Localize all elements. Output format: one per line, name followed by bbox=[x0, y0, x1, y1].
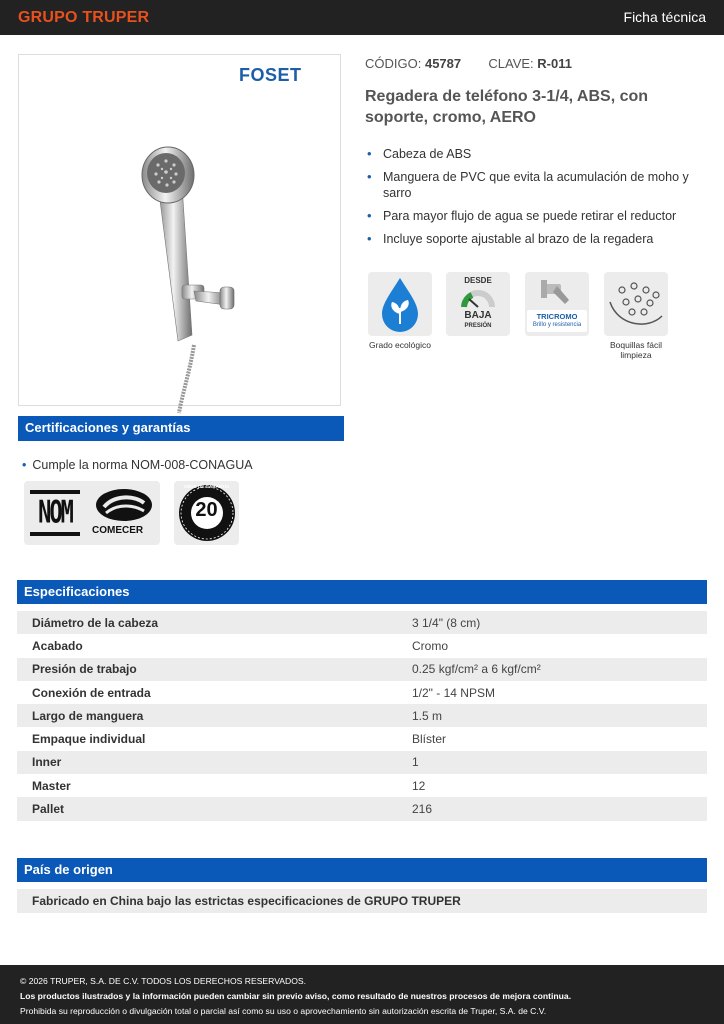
comecer-emblem-icon bbox=[94, 487, 154, 523]
pressure-top-text: DESDE bbox=[464, 276, 492, 285]
spec-label: Pallet bbox=[32, 802, 65, 817]
spec-label: Conexión de entrada bbox=[32, 685, 151, 700]
product-codes bbox=[365, 56, 572, 71]
codigo-label: CÓDIGO: bbox=[365, 56, 422, 71]
pressure-badge bbox=[446, 272, 510, 336]
feature-item: • Manguera de PVC que evita la acumulación de moho y sarro bbox=[365, 169, 710, 201]
product-image-frame bbox=[18, 54, 341, 406]
tricromo-title: TRICROMO bbox=[536, 312, 578, 321]
warranty-text: AÑOS DE GARANTÍA bbox=[183, 484, 230, 489]
table-row bbox=[17, 681, 707, 704]
spec-label: Presión de trabajo bbox=[32, 662, 137, 677]
table-row bbox=[17, 774, 707, 797]
spec-value: 12 bbox=[412, 778, 426, 793]
footer bbox=[0, 965, 724, 1024]
top-bar bbox=[0, 0, 724, 35]
specs-header: Especificaciones bbox=[17, 580, 707, 604]
clave-label: CLAVE: bbox=[488, 56, 534, 71]
table-row bbox=[17, 727, 707, 750]
eco-badge bbox=[368, 272, 432, 336]
spec-label: Inner bbox=[32, 755, 62, 770]
spec-label: Master bbox=[32, 778, 71, 793]
shower-head-image bbox=[134, 145, 244, 415]
table-row bbox=[17, 658, 707, 681]
water-drop-icon bbox=[368, 272, 432, 336]
gauge-icon bbox=[460, 287, 496, 309]
feature-item: • Para mayor flujo de agua se puede retirar el reductor bbox=[365, 208, 710, 224]
spec-value: 1.5 m bbox=[412, 708, 443, 723]
feature-list bbox=[365, 146, 710, 254]
spec-value: 0.25 kgf/cm² a 6 kgf/cm² bbox=[412, 662, 541, 677]
pressure-bottom-text: PRESIÓN bbox=[464, 323, 492, 329]
foset-logo: FOSET bbox=[239, 65, 302, 85]
origin-header: País de origen bbox=[17, 858, 707, 882]
nozzles-icon bbox=[604, 272, 668, 336]
tricromo-badge bbox=[525, 272, 589, 336]
brand-logo: GRUPO TRUPER bbox=[18, 9, 150, 26]
origin-text: Fabricado en China bajo las estrictas especificaciones de GRUPO TRUPER bbox=[17, 889, 707, 913]
spec-value: 1/2" - 14 NPSM bbox=[412, 685, 495, 700]
footer-copyright: © 2026 TRUPER, S.A. DE C.V. TODOS LOS DERECHOS RESERVADOS. bbox=[20, 976, 307, 986]
nozzles-caption: Boquillas fácil limpieza bbox=[610, 340, 662, 360]
cert-logos bbox=[24, 481, 160, 545]
table-row bbox=[17, 634, 707, 657]
document-type: Ficha técnica bbox=[623, 9, 706, 25]
table-row bbox=[17, 704, 707, 727]
spec-label: Largo de manguera bbox=[32, 708, 144, 723]
spec-value: 1 bbox=[412, 755, 419, 770]
spec-value: Blíster bbox=[412, 732, 447, 747]
spec-label: Acabado bbox=[32, 638, 83, 653]
spec-value: 3 1/4" (8 cm) bbox=[412, 615, 481, 630]
product-title: Regadera de teléfono 3-1/4, ABS, con soporte, cromo, AERO bbox=[365, 88, 649, 126]
spec-label: Empaque individual bbox=[32, 732, 146, 747]
certifications-header: Certificaciones y garantías bbox=[18, 416, 344, 441]
spec-label: Diámetro de la cabeza bbox=[32, 615, 159, 630]
specs-table bbox=[17, 611, 707, 821]
warranty-years: 20 bbox=[195, 499, 218, 521]
codigo-value: 45787 bbox=[424, 56, 462, 71]
table-row bbox=[17, 797, 707, 820]
faucet-icon bbox=[539, 278, 575, 310]
eco-caption: Grado ecológico bbox=[369, 340, 431, 350]
feature-item: • Cabeza de ABS bbox=[365, 146, 710, 162]
comecer-logo: COMECER bbox=[92, 525, 144, 536]
clave-value: R-011 bbox=[537, 56, 572, 71]
spec-value: Cromo bbox=[412, 638, 449, 653]
nom-logo: NOM bbox=[30, 490, 80, 536]
cert-item: • Cumple la norma NOM-008-CONAGUA bbox=[22, 458, 253, 472]
table-row bbox=[17, 751, 707, 774]
spec-value: 216 bbox=[412, 802, 433, 817]
pressure-mid-text: BAJA bbox=[464, 310, 492, 321]
footer-notice: Los productos ilustrados y la información pueden cambiar sin previo aviso, como resultado de nuestros procesos de mejora continua. bbox=[20, 991, 572, 1001]
table-row bbox=[17, 611, 707, 634]
nozzles-badge bbox=[604, 272, 668, 336]
tricromo-sub: Brillo y resistencia bbox=[532, 322, 582, 328]
feature-badges bbox=[368, 272, 678, 367]
footer-legal: Prohibida su reproducción o divulgación total o parcial así como su uso o aprovechamiento sin autorización escrita de Truper, S.A. de C.V. bbox=[20, 1006, 547, 1016]
feature-item: • Incluye soporte ajustable al brazo de la regadera bbox=[365, 231, 710, 247]
warranty-badge bbox=[174, 481, 239, 545]
